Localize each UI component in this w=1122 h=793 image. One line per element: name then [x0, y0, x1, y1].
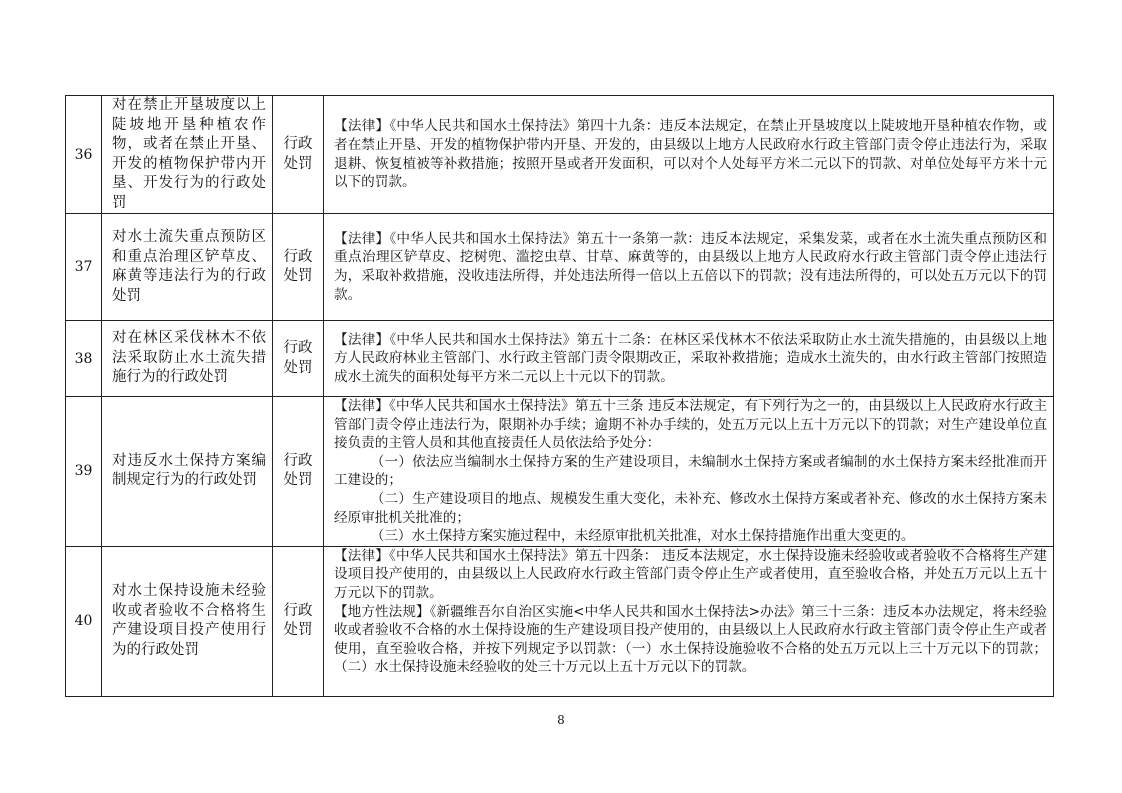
legal-basis	[324, 214, 1054, 321]
item-name: 对在禁止开垦坡度以上陡坡地开垦种植农作物，或者在禁止开垦、开发的植物保护带内开垦、开发行为的行政处罚	[102, 96, 273, 214]
legal-basis-paragraph: 【地方性法规】《新疆维吾尔自治区实施<中华人民共和国水土保持法>办法》第三十三条：违反本办法规定，将未经验收或者验收不合格的水土保持设施的生产建设项目投产使用的，由县级以上人民政府水行政主管部门责令停止生产或者使用，直至验收合格，并按下列规定予以罚款：（一）水土保持设施验收不合格的处五万元以上三十万元以下的罚款；（二）水土保持设施未经验收的处三十万元以上五十万元以下的罚款。	[334, 603, 1047, 676]
item-type-line: 处罚	[283, 359, 313, 376]
item-type-line: 行政	[283, 452, 313, 469]
item-type	[273, 321, 324, 397]
legal-basis	[324, 397, 1054, 547]
item-name: 对水土流失重点预防区和重点治理区铲草皮、麻黄等违法行为的行政处罚	[102, 214, 273, 321]
item-type-line: 行政	[283, 340, 313, 356]
item-type	[273, 214, 324, 321]
item-type-line: 行政	[283, 602, 313, 619]
item-type-line: 处罚	[283, 622, 313, 639]
legal-basis-paragraph: 【法律】《中华人民共和国水土保持法》第五十二条：在林区采伐林木不依法采取防止水土流失措施的，由县级以上地方人民政府林业主管部门、水行政主管部门责令限期改正，采取补救措施；造成水土流失的，由水行政主管部门按照造成水土流失的面积处每平方米二元以上十元以下的罚款。	[334, 331, 1047, 385]
item-type-line: 行政	[283, 136, 313, 152]
legal-basis	[324, 321, 1054, 397]
legal-basis-clause: （三）水土保持方案实施过程中，未经原审批机关批准，对水土保持措施作出重大变更的。	[370, 528, 915, 545]
item-type-line: 处罚	[283, 155, 313, 172]
table-row	[66, 321, 1054, 397]
table-row	[66, 546, 1054, 696]
legal-basis-paragraph: 【法律】《中华人民共和国水土保持法》第五十一条第一款：违反本法规定，采集发菜，或者在水土流失重点预防区和重点治理区铲草皮、挖树兜、滥挖虫草、甘草、麻黄等的，由县级以上地方人民政府水行政主管部门责令停止违法行为，采取补救措施，没收违法所得，并处违法所得一倍以上五倍以下的罚款；没有违法所得的，可以处五万元以下的罚款。	[334, 230, 1047, 303]
table-row	[66, 397, 1054, 547]
item-name: 对水土保持设施未经验收或者验收不合格将生产建设项目投产使用行为的行政处罚	[102, 546, 273, 696]
item-type-line: 处罚	[283, 472, 313, 489]
legal-basis-paragraph: 【法律】《中华人民共和国水土保持法》第五十三条 违反本法规定，有下列行为之一的，由县级以上人民政府水行政主管部门责令停止违法行为，限期补办手续；逾期不补办手续的，处五万元以上五十万元以下的罚款；对生产建设单位直接负责的主管人员和其他直接责任人员依法给予处分：	[334, 398, 1047, 452]
row-number: 39	[66, 397, 102, 547]
table-row	[66, 214, 1054, 321]
page-number: 8	[557, 713, 565, 727]
item-name: 对违反水土保持方案编制规定行为的行政处罚	[102, 397, 273, 547]
law-enforcement-table	[65, 95, 1054, 697]
item-type	[273, 397, 324, 547]
item-type	[273, 96, 324, 214]
legal-basis-paragraph: 【法律】《中华人民共和国水土保持法》第四十九条：违反本法规定，在禁止开垦坡度以上陡坡地开垦种植农作物，或者在禁止开垦、开发的植物保护带内开垦、开发的，由县级以上地方人民政府水行政主管部门责令停止违法行为，采取退耕、恢复植被等补救措施；按照开垦或者开发面积，可以对个人处每平方米二元以下的罚款、对单位处每平方米十元以下的罚款。	[334, 118, 1047, 191]
legal-basis-paragraph: 【法律】《中华人民共和国水土保持法》第五十四条： 违反本法规定，水土保持设施未经验收或者验收不合格将生产建设项目投产使用的，由县级以上人民政府水行政主管部门责令停止生产或者使用，直至验收合格，并处五万元以上五十万元以下的罚款。	[334, 547, 1047, 601]
row-number: 40	[66, 546, 102, 696]
item-type-line: 处罚	[283, 268, 313, 284]
row-number: 36	[66, 96, 102, 214]
item-type	[273, 546, 324, 696]
item-name: 对在林区采伐林木不依法采取防止水土流失措施行为的行政处罚	[102, 321, 273, 397]
legal-basis-clause: （一）依法应当编制水土保持方案的生产建设项目，未编制水土保持方案或者编制的水土保持方案未经批准而开工建设的；	[334, 453, 1047, 489]
row-number: 37	[66, 214, 102, 321]
legal-basis	[324, 546, 1054, 696]
legal-basis	[324, 96, 1054, 214]
item-type-line: 行政	[283, 248, 313, 265]
table-row	[66, 96, 1054, 214]
legal-basis-clause: （二）生产建设项目的地点、规模发生重大变化，未补充、修改水土保持方案或者补充、修改的水土保持方案未经原审批机关批准的；	[334, 490, 1047, 526]
row-number: 38	[66, 321, 102, 397]
